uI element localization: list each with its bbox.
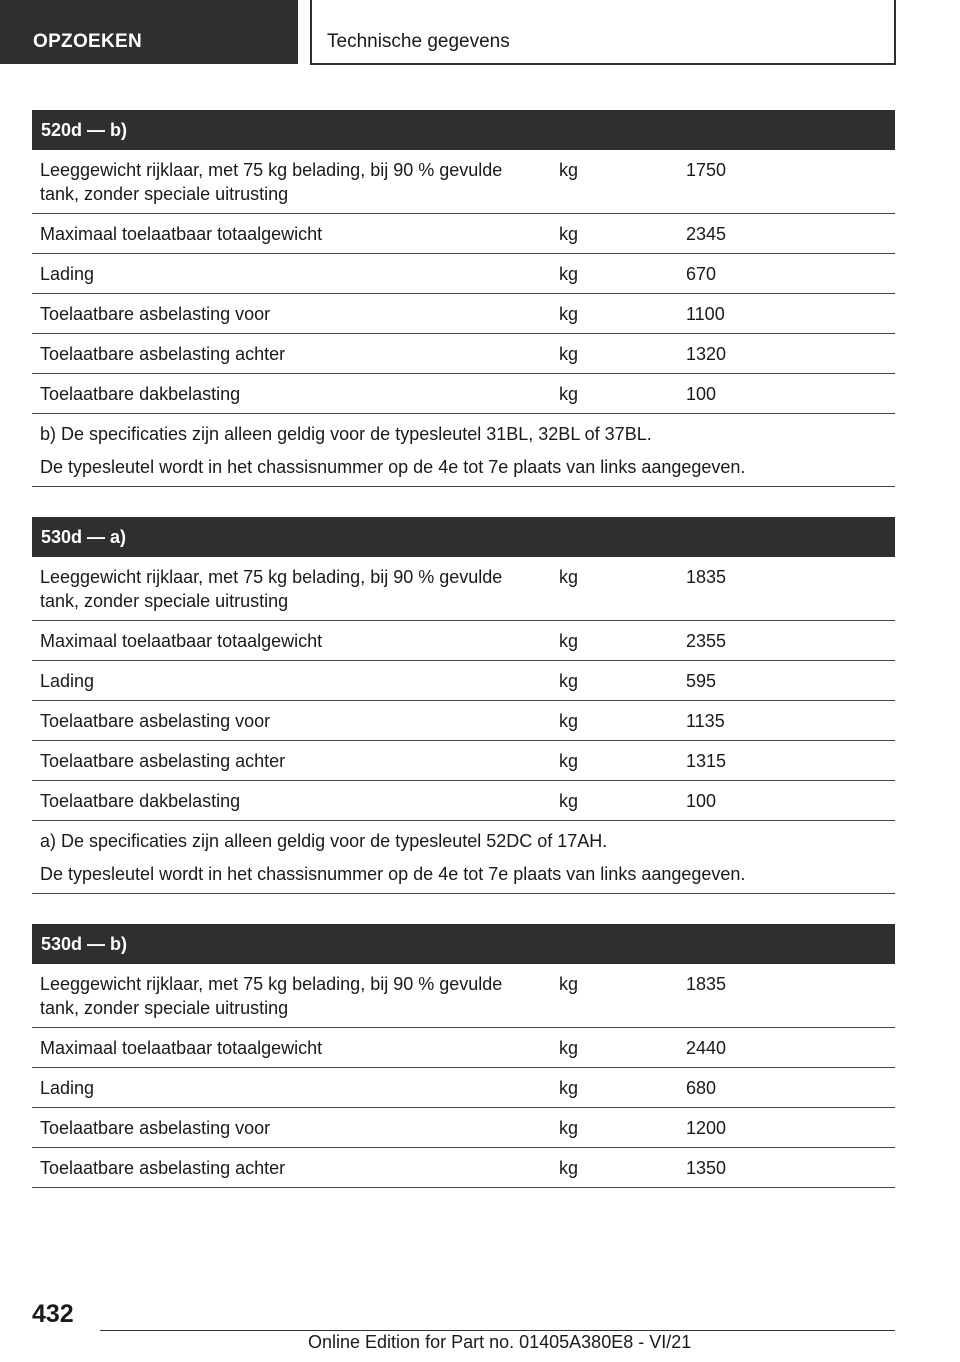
row-label: Lading: [40, 264, 95, 284]
row-value: 1200: [686, 1118, 727, 1138]
table-notes: [32, 414, 895, 487]
row-value: 1835: [686, 567, 727, 587]
row-value: 1320: [686, 344, 727, 364]
row-label: Toelaatbare asbelasting achter: [40, 1158, 286, 1178]
row-unit: kg: [559, 160, 579, 180]
row-value: 2440: [686, 1038, 727, 1058]
note-footnote: a) De specificaties zijn alleen geldig voor de typesleutel 52DC of 17AH.: [40, 831, 608, 851]
table-row: [32, 621, 895, 661]
table-row: [32, 1148, 895, 1188]
row-unit: kg: [559, 264, 579, 284]
row-label: Toelaatbare asbelasting voor: [40, 711, 271, 731]
footer-divider: [100, 1330, 895, 1331]
table-row: [32, 1068, 895, 1108]
row-label: Toelaatbare asbelasting achter: [40, 751, 286, 771]
row-label: Leeggewicht rijklaar, met 75 kg belading, bij 90 % gevulde tank, zonder speciale uitrusting: [40, 160, 503, 204]
row-value: 680: [686, 1078, 717, 1098]
row-value: 670: [686, 264, 717, 284]
row-value: 1750: [686, 160, 727, 180]
row-label: Leeggewicht rijklaar, met 75 kg belading, bij 90 % gevulde tank, zonder speciale uitrusting: [40, 974, 503, 1018]
page-footer: [0, 1290, 960, 1362]
section-tab[interactable]: OPZOEKEN: [0, 0, 298, 64]
row-unit: kg: [559, 567, 579, 587]
table-row: [32, 150, 895, 214]
row-value: 1350: [686, 1158, 727, 1178]
spec-table-520d-b: [32, 110, 895, 487]
row-value: 2345: [686, 224, 727, 244]
spec-table-530d-b: [32, 924, 895, 1188]
note-typekey: De typesleutel wordt in het chassisnummer op de 4e tot 7e plaats van links aangegeven.: [40, 457, 746, 477]
table-row: [32, 557, 895, 621]
row-value: 2355: [686, 631, 727, 651]
table-row: [32, 334, 895, 374]
chapter-title: Technische gegevens: [310, 0, 896, 65]
row-unit: kg: [559, 384, 579, 404]
row-unit: kg: [559, 1078, 579, 1098]
row-label: Maximaal toelaatbaar totaalgewicht: [40, 224, 323, 244]
row-value: 1835: [686, 974, 727, 994]
row-label: Toelaatbare dakbelasting: [40, 791, 241, 811]
row-label: Maximaal toelaatbaar totaalgewicht: [40, 631, 323, 651]
table-row: [32, 254, 895, 294]
page-number: 432: [32, 1300, 74, 1328]
row-label: Lading: [40, 1078, 95, 1098]
row-unit: kg: [559, 751, 579, 771]
row-label: Leeggewicht rijklaar, met 75 kg belading, bij 90 % gevulde tank, zonder speciale uitrusting: [40, 567, 503, 611]
table-row: [32, 964, 895, 1028]
row-value: 1100: [686, 304, 725, 324]
row-label: Toelaatbare dakbelasting: [40, 384, 241, 404]
row-unit: kg: [559, 344, 579, 364]
row-unit: kg: [559, 631, 579, 651]
row-unit: kg: [559, 1158, 579, 1178]
table-row: [32, 661, 895, 701]
row-unit: kg: [559, 791, 579, 811]
row-value: 1315: [686, 751, 727, 771]
table-row: [32, 1108, 895, 1148]
table-row: [32, 1028, 895, 1068]
table-row: [32, 214, 895, 254]
table-title: 530d — a): [32, 517, 895, 557]
edition-info: Online Edition for Part no. 01405A380E8 - VI/21: [308, 1332, 692, 1352]
row-unit: kg: [559, 711, 579, 731]
row-value: 100: [686, 384, 717, 404]
table-title: 520d — b): [32, 110, 895, 150]
table-notes: [32, 821, 895, 894]
row-label: Lading: [40, 671, 95, 691]
note-footnote: b) De specificaties zijn alleen geldig voor de typesleutel 31BL, 32BL of 37BL.: [40, 424, 652, 444]
row-unit: kg: [559, 671, 579, 691]
row-label: Toelaatbare asbelasting achter: [40, 344, 286, 364]
row-unit: kg: [559, 224, 579, 244]
table-row: [32, 741, 895, 781]
content: [32, 110, 895, 1218]
table-row: [32, 701, 895, 741]
page-header: [0, 0, 960, 66]
table-row: [32, 781, 895, 821]
row-unit: kg: [559, 1038, 579, 1058]
row-value: 1135: [686, 711, 725, 731]
row-label: Maximaal toelaatbaar totaalgewicht: [40, 1038, 323, 1058]
row-value: 100: [686, 791, 717, 811]
row-unit: kg: [559, 1118, 579, 1138]
spec-table-530d-a: [32, 517, 895, 894]
row-unit: kg: [559, 304, 579, 324]
row-value: 595: [686, 671, 717, 691]
table-title: 530d — b): [32, 924, 895, 964]
note-typekey: De typesleutel wordt in het chassisnummer op de 4e tot 7e plaats van links aangegeven.: [40, 864, 746, 884]
table-row: [32, 374, 895, 414]
row-label: Toelaatbare asbelasting voor: [40, 1118, 271, 1138]
row-unit: kg: [559, 974, 579, 994]
row-label: Toelaatbare asbelasting voor: [40, 304, 271, 324]
table-row: [32, 294, 895, 334]
